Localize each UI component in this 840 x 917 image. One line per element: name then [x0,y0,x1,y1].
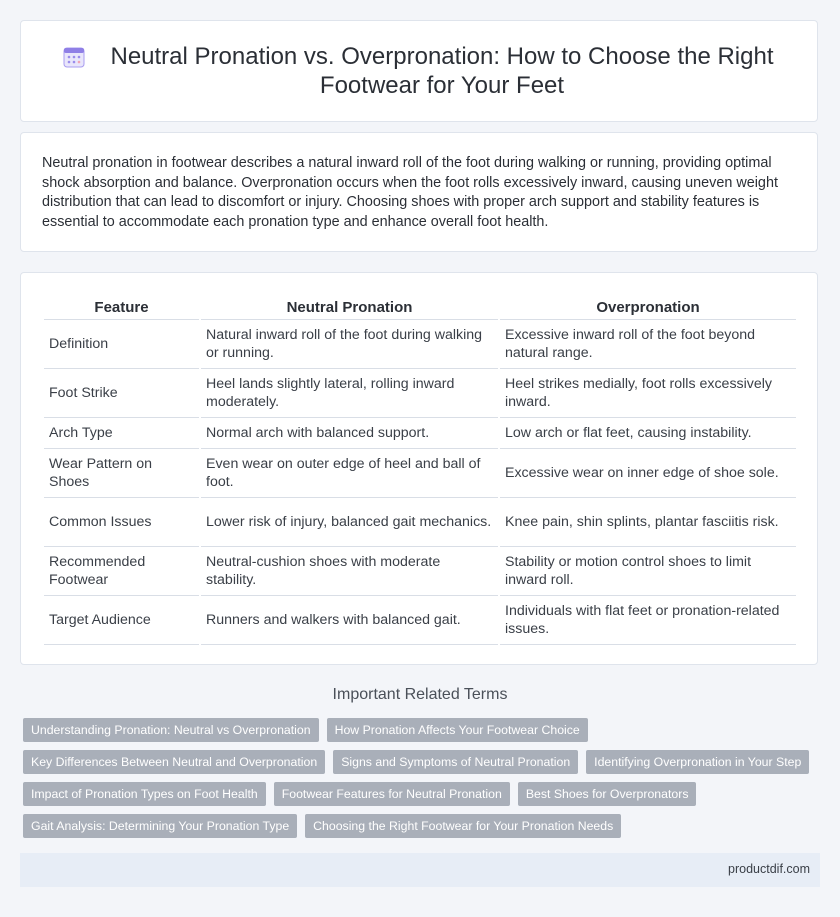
table-cell-neutral: Runners and walkers with balanced gait. [201,596,498,645]
tag-row [23,814,803,838]
table-cell-overpronation: Low arch or flat feet, causing instability. [500,418,796,449]
table-cell-overpronation: Stability or motion control shoes to limit inward roll. [500,547,796,596]
footer [20,853,820,887]
table-cell-overpronation: Excessive inward roll of the foot beyond natural range. [500,320,796,369]
table-row [44,498,796,547]
related-term-tag[interactable]: Best Shoes for Overpronators [518,782,697,806]
table-row [44,369,796,418]
table-row [44,596,796,645]
table-cell-feature: Definition [44,320,199,369]
comparison-table-card [20,272,818,665]
calendar-grid-icon [61,44,87,70]
tag-row [23,750,803,774]
related-term-tag[interactable]: Key Differences Between Neutral and Overpronation [23,750,325,774]
table-row [44,449,796,498]
related-term-tag[interactable]: Footwear Features for Neutral Pronation [274,782,510,806]
tag-row [23,782,803,806]
table-cell-overpronation: Knee pain, shin splints, plantar fasciitis risk. [500,498,796,547]
table-cell-feature: Arch Type [44,418,199,449]
column-header-neutral: Neutral Pronation [201,295,498,320]
related-term-tag[interactable]: How Pronation Affects Your Footwear Choice [327,718,588,742]
related-term-tag[interactable]: Gait Analysis: Determining Your Pronation Type [23,814,297,838]
related-term-tag[interactable]: Impact of Pronation Types on Foot Health [23,782,266,806]
intro-paragraph: Neutral pronation in footwear describes a natural inward roll of the foot during walking or running, providing optimal shock absorption and balance. Overpronation occurs when the foot rolls excessively inward, causing uneven weight distribution that can lead to discomfort or injury. Choosing shoes with proper arch support and stability features is essential to accommodate each pronation type and enhance overall foot health. [42,155,778,230]
table-cell-feature: Foot Strike [44,369,199,418]
table-row [44,418,796,449]
table-cell-feature: Target Audience [44,596,199,645]
page-title: Neutral Pronation vs. Overpronation: How to Choose the Right Footwear for Your Feet [110,43,774,99]
column-header-overpronation: Overpronation [500,295,796,320]
table-row [44,547,796,596]
table-cell-overpronation: Heel strikes medially, foot rolls excessively inward. [500,369,796,418]
related-term-tag[interactable]: Choosing the Right Footwear for Your Pronation Needs [305,814,621,838]
table-cell-neutral: Neutral-cushion shoes with moderate stability. [201,547,498,596]
related-terms-heading: Important Related Terms [332,686,508,703]
header-card [20,20,818,122]
table-cell-neutral: Normal arch with balanced support. [201,418,498,449]
table-row [44,320,796,369]
table-cell-overpronation: Excessive wear on inner edge of shoe sole. [500,449,796,498]
comparison-table [42,295,798,645]
intro-card [20,132,818,252]
column-header-feature: Feature [44,295,199,320]
table-header-row [44,295,796,320]
footer-site-name[interactable]: productdif.com [728,862,810,876]
table-cell-neutral: Natural inward roll of the foot during walking or running. [201,320,498,369]
related-term-tag[interactable]: Identifying Overpronation in Your Step [586,750,809,774]
table-cell-neutral: Lower risk of injury, balanced gait mechanics. [201,498,498,547]
tag-row [23,718,803,742]
table-cell-neutral: Heel lands slightly lateral, rolling inward moderately. [201,369,498,418]
related-term-tag[interactable]: Signs and Symptoms of Neutral Pronation [333,750,578,774]
related-term-tag[interactable]: Understanding Pronation: Neutral vs Overpronation [23,718,319,742]
table-cell-feature: Common Issues [44,498,199,547]
table-cell-neutral: Even wear on outer edge of heel and ball of foot. [201,449,498,498]
related-terms-list [23,718,803,846]
table-cell-feature: Wear Pattern on Shoes [44,449,199,498]
table-cell-feature: Recommended Footwear [44,547,199,596]
table-cell-overpronation: Individuals with flat feet or pronation-related issues. [500,596,796,645]
